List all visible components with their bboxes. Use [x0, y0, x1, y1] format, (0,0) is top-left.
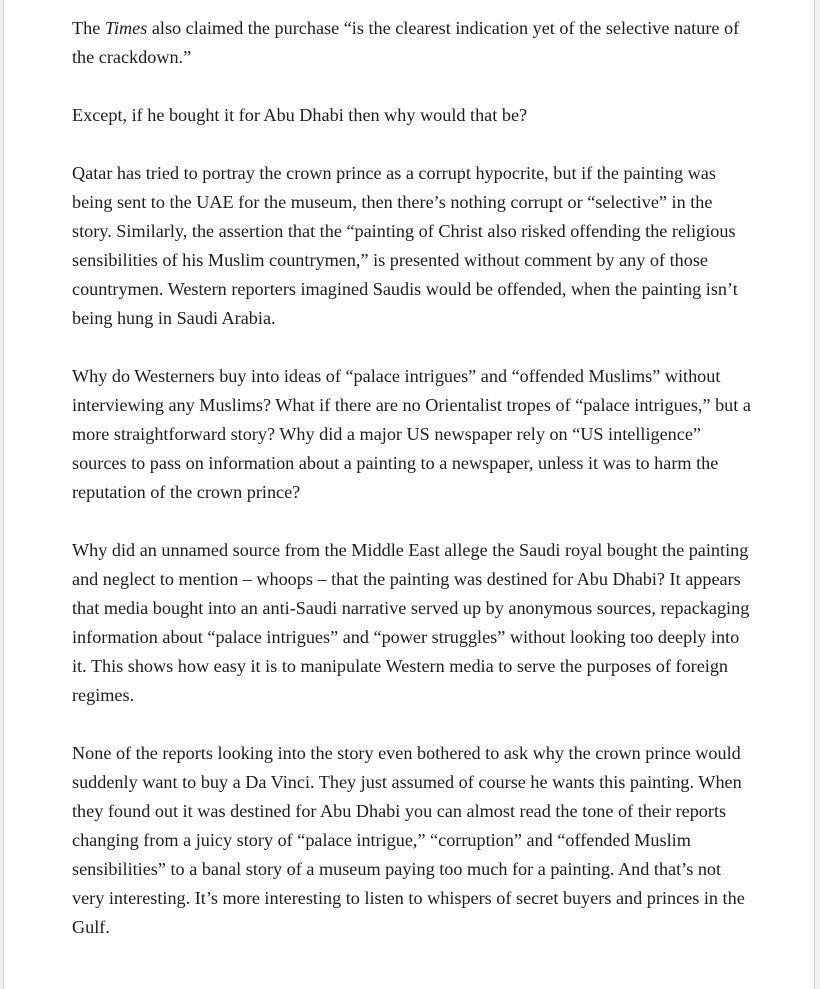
paragraph-times-claim	[72, 14, 752, 72]
paragraph-reports-conclusion: None of the reports looking into the story even bothered to ask why the crown prince would suddenly want to buy a Da Vinci. They just assumed of course he wants this painting. When they found out it was destined for Abu Dhabi you can almost read the tone of their reports changing from a juicy story of “palace intrigue,” “corruption” and “offended Muslim sensibilities” to a banal story of a museum paying too much for a painting. And that’s not very interesting. It’s more interesting to listen to whispers of secret buyers and princes in the Gulf.	[72, 743, 745, 937]
paragraph-westerners-question: Why do Westerners buy into ideas of “palace intrigues” and “offended Muslims” without interviewing any Muslims? What if there are no Orientalist tropes of “palace intrigues,” but a more straightforward story? Why did a major US newspaper rely on “US intelligence” sources to pass on information about a painting to a newspaper, unless it was to harm the reputation of the crown prince?	[72, 366, 751, 502]
paragraph-text: The	[72, 18, 105, 38]
paragraph-unnamed-source: Why did an unnamed source from the Middle East allege the Saudi royal bought the painting and neglect to mention – whoops – that the painting was destined for Abu Dhabi? It appears that media bought into an anti-Saudi narrative served up by anonymous sources, repackaging information about “palace intrigues” and “power struggles” without looking too deeply into it. This shows how easy it is to manipulate Western media to serve the purposes of foreign regimes.	[72, 540, 750, 705]
document-page	[3, 0, 815, 989]
paragraph-text: also claimed the purchase “is the clearest indication yet of the selective nature of the crackdown.”	[72, 18, 740, 67]
publication-name: Times	[104, 18, 148, 38]
paragraph-abu-dhabi-question: Except, if he bought it for Abu Dhabi then why would that be?	[72, 105, 528, 125]
paragraph-qatar-portrayal: Qatar has tried to portray the crown prince as a corrupt hypocrite, but if the painting was being sent to the UAE for the museum, then there’s nothing corrupt or “selective” in the story. Similarly, the assertion that the “painting of Christ also risked offending the religious sensibilities of his Muslim countrymen,” is presented without comment by any of those countrymen. Western reporters imagined Saudis would be offended, when the painting isn’t being hung in Saudi Arabia.	[72, 163, 738, 328]
article-body	[72, 14, 752, 971]
